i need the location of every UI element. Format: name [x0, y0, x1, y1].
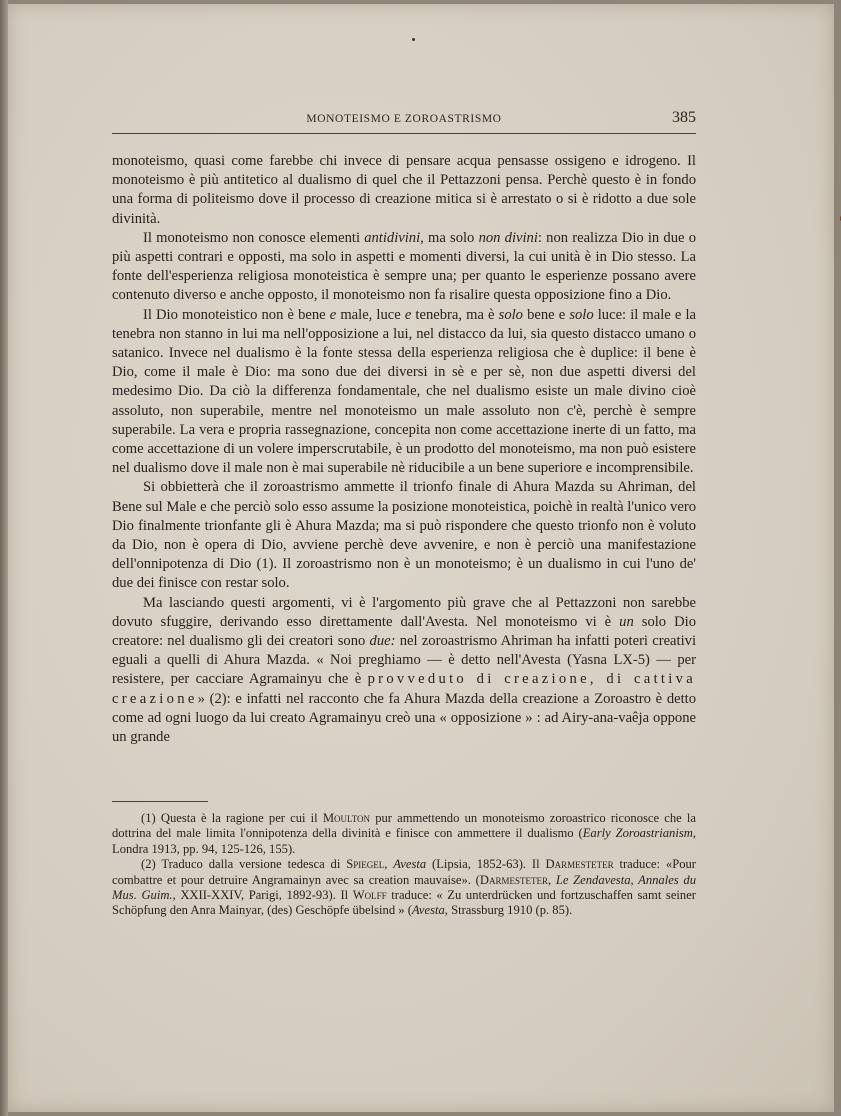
italic-run: solo [498, 306, 523, 323]
text-run: Ma lasciando questi argomenti, vi è l'argomento più grave che al Pettazzoni non sarebbe dovuto sfuggire, derivando esso direttamente dall'Avesta. Nel monoteismo vi è [112, 594, 696, 630]
italic-run: due: [369, 633, 396, 650]
italic-run: e [329, 306, 337, 323]
text-run: solo Dio creatore: nel dualismo gli dei creatori sono [112, 613, 696, 650]
text-run: , Londra 1913, pp. 94, 125-126, 155). [112, 826, 696, 856]
header-rule [112, 133, 696, 134]
author-name: Spiegel [346, 857, 385, 872]
paragraph-3 [112, 306, 696, 479]
text-run: nel zoroastrismo Ahriman ha infatti poteri creativi eguali a quelli di Ahura Mazda. « Noi preghiamo — è detto nell'Avesta (Yasna LX-5) — per resistere, per cacciare Agramainyu che è [112, 633, 696, 688]
italic-run: Early Zoroastrianism [582, 826, 693, 841]
text-run: pur ammettendo un monoteismo zoroastrico riconosce che la dottrina del male limita l'onnipotenza della divinità e finisce con ammettere il dualismo ( [112, 811, 696, 841]
italic-run: solo [569, 306, 594, 323]
text-run: : non realizza Dio in due o più aspetti contrari e opposti, ma solo in aspetti e momenti diversi, la cui unità è in Dio stesso. La fonte dell'esperienza religiosa monoteistica è sempre una; per quanto le esperienze possano avere contenuto diverso e anche opposto, il monoteismo non fa risalire questa opposizione fino a Dio. [112, 229, 696, 304]
paragraph-5 [112, 594, 696, 748]
running-title: MONOTEISMO E ZOROASTRISMO [306, 113, 502, 125]
ink-speck [412, 38, 415, 41]
footnote-2 [112, 857, 696, 919]
italic-run: antidivini [364, 229, 421, 246]
footnotes [112, 811, 696, 919]
author-name: Wolff [352, 888, 387, 903]
italic-run: un [619, 613, 634, 630]
author-name: Darmesteter [545, 857, 614, 872]
text-run: , Strassburg 1910 (p. 85). [444, 903, 573, 918]
page-edge-shadow [0, 0, 8, 1116]
italic-run: e [404, 306, 412, 323]
paragraph-1: monoteismo, quasi come farebbe chi invece di pensare acqua pensasse ossigeno e idrogeno. Il monoteismo è più antitetico al dualismo di quel che il Pettazzoni pensa. Perchè questo è in fondo una forma di politeismo dove il processo di creazione mitica si è arrestato o si è ridotto a due sole divinità. [112, 153, 696, 227]
text-run: traduce: «Pour combattre et pour detruire Angramainyn avec sa creation mauvaise». ( [112, 857, 696, 887]
italic-run: Avesta [411, 903, 445, 918]
text-run: Il Dio monoteistico non è bene [143, 306, 330, 323]
text-run: , [547, 872, 556, 887]
text-run: male, luce [336, 306, 405, 323]
author-name: Darmesteter [479, 872, 548, 887]
text-run: (2) Traduco dalla versione tedesca di [141, 857, 347, 872]
text-run: , ma solo [420, 229, 479, 246]
footnote-1 [112, 811, 696, 857]
main-text [112, 152, 696, 747]
text-run: Il monoteismo non conosce elementi [143, 229, 365, 246]
text-run: , [384, 857, 394, 872]
paragraph-2 [112, 229, 696, 306]
text-run: tenebra, ma è [411, 306, 499, 323]
italic-run: non divini [478, 229, 538, 246]
text-run: (Lipsia, 1852-63). Il [426, 857, 546, 872]
paragraph-4: Si obbietterà che il zoroastrismo ammette il trionfo finale di Ahura Mazda su Ahriman, del Bene sul Male e che perciò solo esso assume la posizione monoteistica, poichè in realtà l'unico vero Dio finalmente trionfante gli è Ahura Mazda; ma si può rispondere che questo trionfo non è voluto da Dio, non è opera di Dio, avviene perchè deve avvenire, e non è perciò una manifestazione dell'onnipotenza di Dio (1). Il zoroastrismo non è un monoteismo; è un dualismo in cui l'uno de' due dei finisce con restar solo. [112, 479, 696, 592]
text-run: , XXII-XXIV, Parigi, 1892-93). Il [172, 888, 353, 903]
page-header [112, 109, 696, 131]
italic-run: Le Zendavesta, Annales du Mus. Guim. [112, 872, 696, 903]
text-run: bene e [522, 306, 570, 323]
letterspaced-quote: provveduto di creazione, di cattiva creazione [112, 671, 697, 707]
text-run: (1) Questa è la ragione per cui il [141, 811, 323, 825]
footnote-rule [112, 801, 208, 802]
text-run: luce: il male e la tenebra non stanno in lui ma nell'opposizione a lui, nel distacco da lui, sia questo distacco umano o satanico. Invece nel dualismo è la fonte stessa della esperienza religiosa che è duplice: il bene è Dio, come il male è Dio: ma sono due dei diversi in sè e per sè, non due aspetti diversi del medesimo Dio. Da ciò la differenza fondamentale, che nel dualismo esiste un male divino cioè assoluto, non superabile, mentre nel monoteismo un male assoluto non c'è, perchè è sempre superabile. La vera e propria rassegnazione, concepita non come accettazione inerte di un fatto, ma come accettazione di un volere imperscrutabile, è un prodotto del monoteismo, ma non può esistere nel dualismo dove il male non è mai superabile nè riducibile a un bene superiore e incomprensibile. [112, 306, 696, 477]
page-number: 385 [672, 109, 696, 126]
author-name: Moulton [322, 811, 371, 825]
italic-run: Avesta [393, 857, 427, 872]
text-run: » (2): e infatti nel racconto che fa Ahura Mazda della creazione a Zoroastro è detto come ad ogni luogo da lui creato Agramainyu creò una « opposizione » : ad Airy-ana-vaêja oppone un grande [112, 690, 696, 746]
text-run: traduce: « Zu unterdrücken und fortzuschaffen samt seiner Schöpfung den Anra Mainyar, (des) Geschöpfe übelsind » ( [112, 888, 696, 918]
